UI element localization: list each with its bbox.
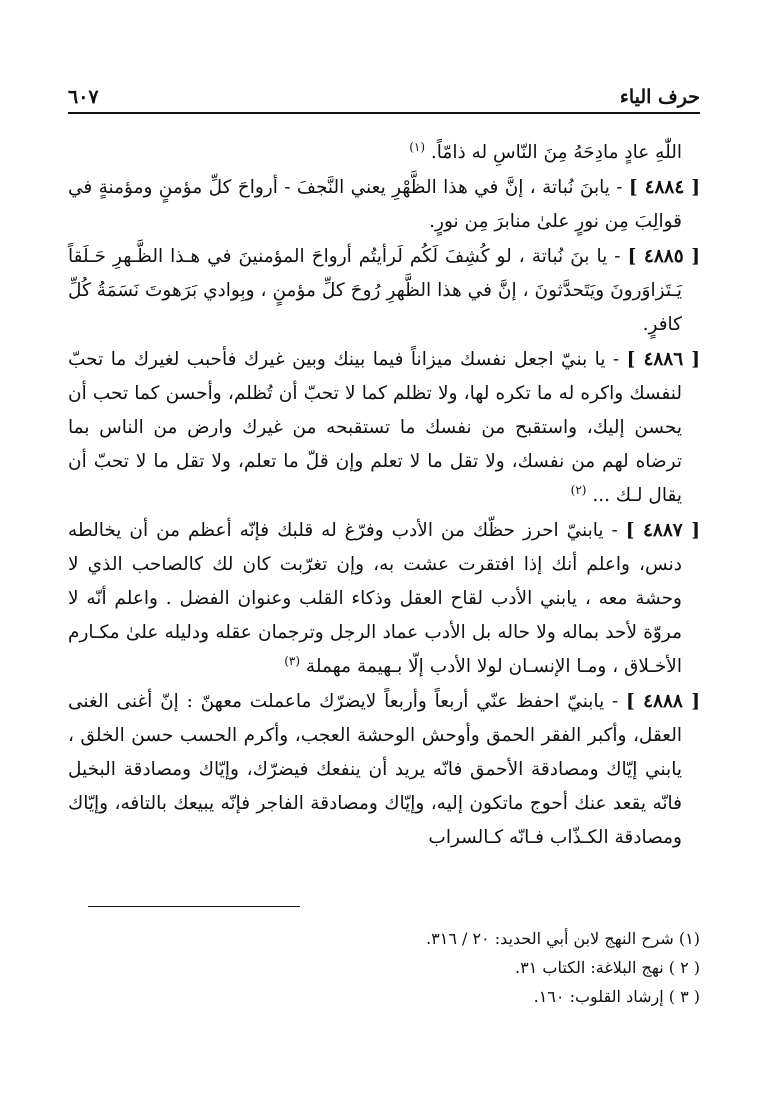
hadith-4887 bbox=[68, 514, 700, 684]
paragraph-text: اللّٰهِ عادٍ مادِحَهُ مِنَ النّاسِ له ذامّاً. bbox=[430, 142, 682, 163]
hadith-4885 bbox=[68, 240, 700, 342]
continuation-paragraph bbox=[68, 136, 700, 170]
hadith-number: [ ٤٨٨٨ ] bbox=[626, 691, 700, 712]
paragraph-text: - يابنيّ احرز حظّك من الأدب وفرّغ له قلبك فإنّه أعظم من أن يخالطه دنس، واعلم أنك إذا افتقرت عشت به، وإن تغرّبت كان لك كالصاحب الذي لا وحشة معه ، يابني الأدب لقاح العقل وذكاء القلب وعنوان الفضل . واعلم أنّه لا مروّة لأحد بماله ولا حاله بل الأدب عماد الرجل وترجمان عقله ودليله علىٰ مكـارم الأخـلاق ، ومـا الإنسـان لولا الأدب إلّا بـهيمة مهملة bbox=[68, 520, 682, 677]
page-number: ٦٠٧ bbox=[68, 86, 99, 108]
paragraph-text: - يا بنَ نُباتة ، لو كُشِفَ لَكُم لَرأيتُم أرواحَ المؤمنينَ في هـذا الظَّـهرِ حَـلَقاً يَـتَزاوَرونَ ويَتَحدَّثونَ ، إنَّ في هذا الظَّهرِ رُوحَ كلِّ مؤمنٍ ، وبِوادي بَرَهوتَ نَسَمَةُ كُلِّ كافرٍ. bbox=[68, 246, 682, 335]
running-title: حرف الياء bbox=[619, 86, 700, 108]
footnote-marker: (٢) bbox=[570, 482, 587, 497]
footnote-divider bbox=[88, 906, 300, 907]
hadith-number: [ ٤٨٨٦ ] bbox=[626, 349, 700, 370]
hadith-number: [ ٤٨٨٤ ] bbox=[628, 177, 700, 198]
hadith-4886 bbox=[68, 343, 700, 513]
footnotes bbox=[68, 924, 700, 1011]
paragraph-text: - يا بنيّ اجعل نفسك ميزاناً فيما بينك وبين غيرك فأحبب لغيرك ما تحبّ لنفسك واكره له ما تكره لها، ولا تظلم كما لا تحبّ أن تُظلم، وأحسن كما تحب أن يحسن إليك، واستقبح من نفسك ما تستقبحه من غيرك وارض من الناس بما ترضاه لهم من نفسك، ولا تقل ما لا تعلم وإن قلّ ما تعلم، ولا تقل ما لا تحبّ أن يقال لـك ... bbox=[68, 349, 682, 506]
hadith-4888 bbox=[68, 685, 700, 855]
hadith-4884 bbox=[68, 171, 700, 239]
hadith-number: [ ٤٨٨٥ ] bbox=[627, 246, 700, 267]
footnote-marker: (١) bbox=[409, 139, 426, 154]
paragraph-text: - يابنَ نُباتة ، إنَّ في هذا الظَّهْرِ يعني النَّجفَ - أرواحَ كلِّ مؤمنٍ ومؤمنةٍ في قوالِبَ مِن نورٍ علىٰ منابرَ مِن نورٍ. bbox=[68, 177, 682, 232]
page-body bbox=[68, 136, 700, 856]
footnote-marker: (٣) bbox=[284, 653, 301, 668]
hadith-number: [ ٤٨٨٧ ] bbox=[625, 520, 701, 541]
page-header bbox=[68, 82, 700, 114]
footnote-2: ( ٢ ) نهج البلاغة: الكتاب ٣١. bbox=[515, 958, 700, 977]
footnote-3: ( ٣ ) إرشاد القلوب: ١٦٠. bbox=[533, 987, 700, 1006]
footnote-1: (١) شرح النهج لابن أبي الحديد: ٢٠ / ٣١٦. bbox=[426, 929, 700, 948]
paragraph-text: - يابنيّ احفظ عنّي أربعاً وأربعاً لايضرّك ماعملت معهنّ : إنّ أغنى الغنى العقل، وأكبر الفقر الحمق وأوحش الوحشة العجب، وأكرم الحسب حسن الخلق ، يابني إيّاك ومصادقة الأحمق فانّه يريد أن ينفعك فيضرّك، وإيّاك ومصادقة البخيل فانّه يقعد عنك أحوج ماتكون إليه، وإيّاك ومصادقة الفاجر فإنّه يبيعك بالتافه، وإيّاك ومصادقة الكـذّاب فـانّه كـالسراب bbox=[68, 691, 682, 848]
